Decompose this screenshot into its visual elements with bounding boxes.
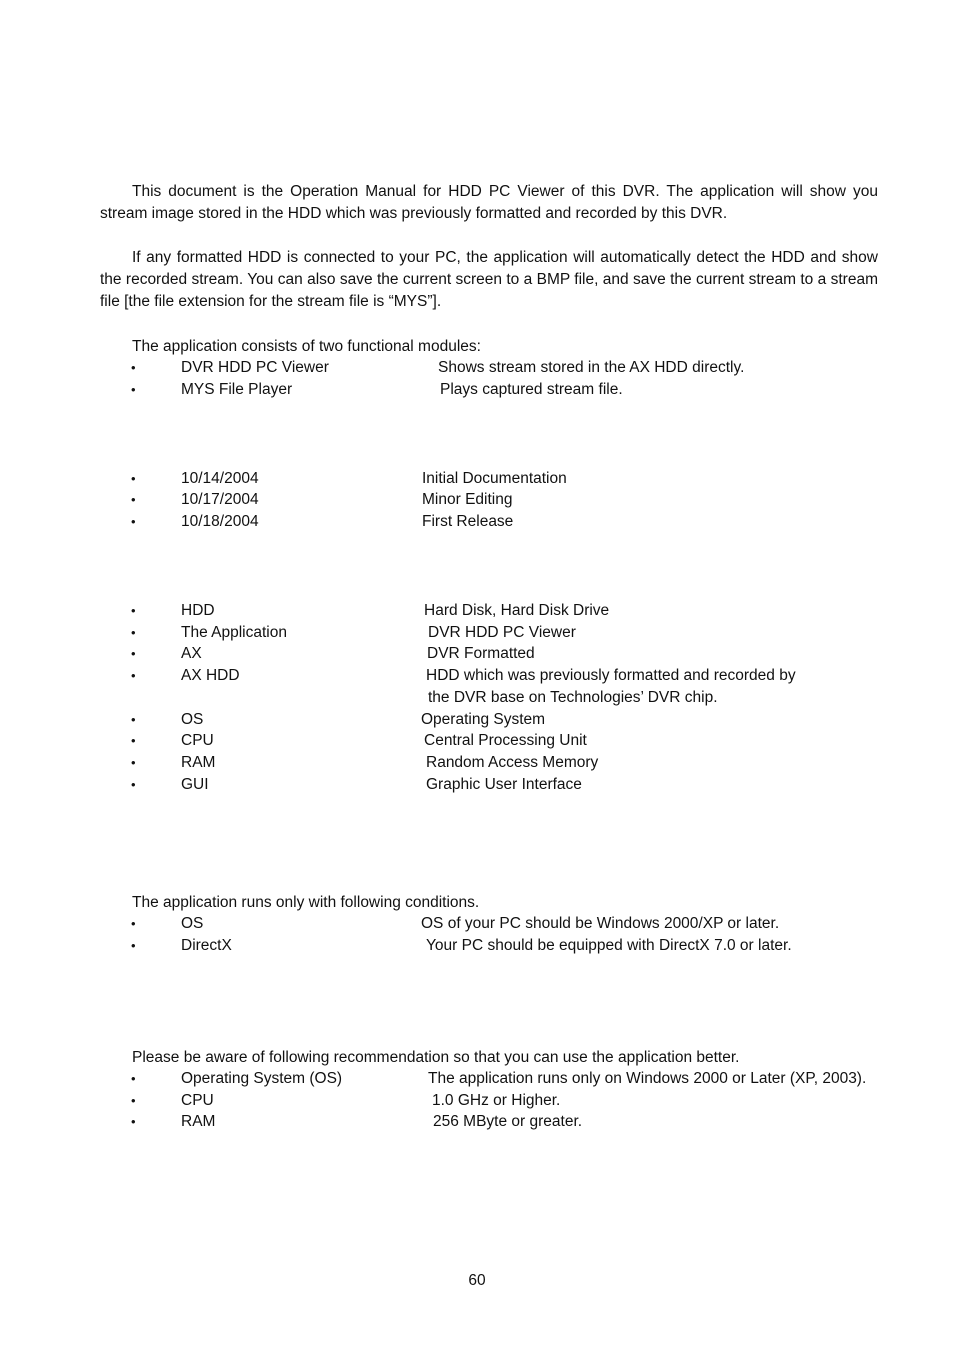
history-desc: Minor Editing: [422, 491, 513, 508]
bullet-icon: •: [131, 777, 136, 792]
list-item: [0, 379, 954, 401]
bullet-icon: •: [131, 625, 136, 640]
list-item: [0, 643, 954, 665]
intro-paragraph-2: [100, 247, 878, 313]
glossary-desc: DVR HDD PC Viewer: [428, 624, 576, 641]
list-item: [0, 489, 954, 511]
module-term: MYS File Player: [181, 381, 293, 398]
glossary-term: AX HDD: [181, 667, 240, 684]
glossary-desc: HDD which was previously formatted and recorded by: [426, 667, 796, 684]
glossary-desc: Hard Disk, Hard Disk Drive: [424, 602, 610, 619]
list-item: [0, 730, 954, 752]
recommendation-desc: 256 MByte or greater.: [433, 1113, 583, 1130]
list-item: [0, 665, 954, 687]
glossary-term: OS: [181, 711, 204, 728]
bullet-icon: •: [131, 916, 136, 931]
list-item: [0, 1068, 954, 1090]
list-item: [0, 774, 954, 796]
glossary-term: HDD: [181, 602, 215, 619]
page-number: 60: [468, 1272, 486, 1289]
recommendation-term: Operating System (OS): [181, 1070, 343, 1087]
history-date: 10/17/2004: [181, 491, 259, 508]
list-item: [0, 600, 954, 622]
glossary-desc: Central Processing Unit: [424, 732, 587, 749]
list-item: [0, 752, 954, 774]
history-desc: First Release: [422, 513, 514, 530]
intro-paragraph-2-text: If any formatted HDD is connected to your PC, the application will automatically detect the HDD and show the recorded stream. You can also save the current screen to a BMP file, and save the current stream to a stream file [the file extension for the stream file is “MYS”].: [100, 249, 878, 310]
bullet-icon: •: [131, 360, 136, 375]
glossary-desc: Operating System: [421, 711, 546, 728]
requirements-lead: The application runs only with following conditions.: [132, 894, 480, 911]
module-term: DVR HDD PC Viewer: [181, 359, 329, 376]
bullet-icon: •: [131, 603, 136, 618]
bullet-icon: •: [131, 712, 136, 727]
list-item: [0, 935, 954, 957]
history-desc: Initial Documentation: [422, 470, 567, 487]
bullet-icon: •: [131, 471, 136, 486]
bullet-icon: •: [131, 755, 136, 770]
history-date: 10/18/2004: [181, 513, 259, 530]
glossary-term: RAM: [181, 754, 216, 771]
requirement-term: OS: [181, 915, 204, 932]
list-item: [0, 913, 954, 935]
glossary-term: AX: [181, 645, 202, 662]
bullet-icon: •: [131, 492, 136, 507]
bullet-icon: •: [131, 646, 136, 661]
glossary-term: GUI: [181, 776, 209, 793]
recommendations-lead: Please be aware of following recommendation so that you can use the application better.: [132, 1049, 740, 1066]
bullet-icon: •: [131, 733, 136, 748]
glossary-desc: Random Access Memory: [426, 754, 599, 771]
requirement-desc: OS of your PC should be Windows 2000/XP or later.: [421, 915, 780, 932]
intro-paragraph-1-text: This document is the Operation Manual for HDD PC Viewer of this DVR. The application will show you stream image stored in the HDD which was previously formatted and recorded by this DVR.: [100, 183, 878, 222]
list-item: [0, 1090, 954, 1112]
recommendation-term: RAM: [181, 1113, 216, 1130]
requirement-term: DirectX: [181, 937, 232, 954]
bullet-icon: •: [131, 938, 136, 953]
list-item: [0, 1111, 954, 1133]
recommendation-term: CPU: [181, 1092, 214, 1109]
bullet-icon: •: [131, 668, 136, 683]
requirement-desc: Your PC should be equipped with DirectX 7.0 or later.: [426, 937, 792, 954]
list-item: [0, 357, 954, 379]
intro-paragraph-1: [100, 181, 878, 225]
glossary-desc: DVR Formatted: [427, 645, 535, 662]
glossary-term: The Application: [181, 624, 287, 641]
recommendation-desc: 1.0 GHz or Higher.: [432, 1092, 561, 1109]
glossary-desc-continued: the DVR base on Technologies’ DVR chip.: [428, 689, 718, 706]
list-item: [0, 511, 954, 533]
list-item: [0, 468, 954, 490]
bullet-icon: •: [131, 1071, 136, 1086]
list-item: [0, 709, 954, 731]
history-date: 10/14/2004: [181, 470, 259, 487]
modules-lead: The application consists of two functional modules:: [132, 338, 481, 355]
glossary-term: CPU: [181, 732, 214, 749]
module-desc: Plays captured stream file.: [440, 381, 623, 398]
list-item-continuation: [0, 687, 954, 709]
glossary-desc: Graphic User Interface: [426, 776, 582, 793]
module-desc: Shows stream stored in the AX HDD directly.: [438, 359, 745, 376]
recommendation-desc: The application runs only on Windows 2000 or Later (XP, 2003).: [428, 1070, 867, 1087]
bullet-icon: •: [131, 382, 136, 397]
bullet-icon: •: [131, 1093, 136, 1108]
list-item: [0, 622, 954, 644]
bullet-icon: •: [131, 514, 136, 529]
bullet-icon: •: [131, 1114, 136, 1129]
